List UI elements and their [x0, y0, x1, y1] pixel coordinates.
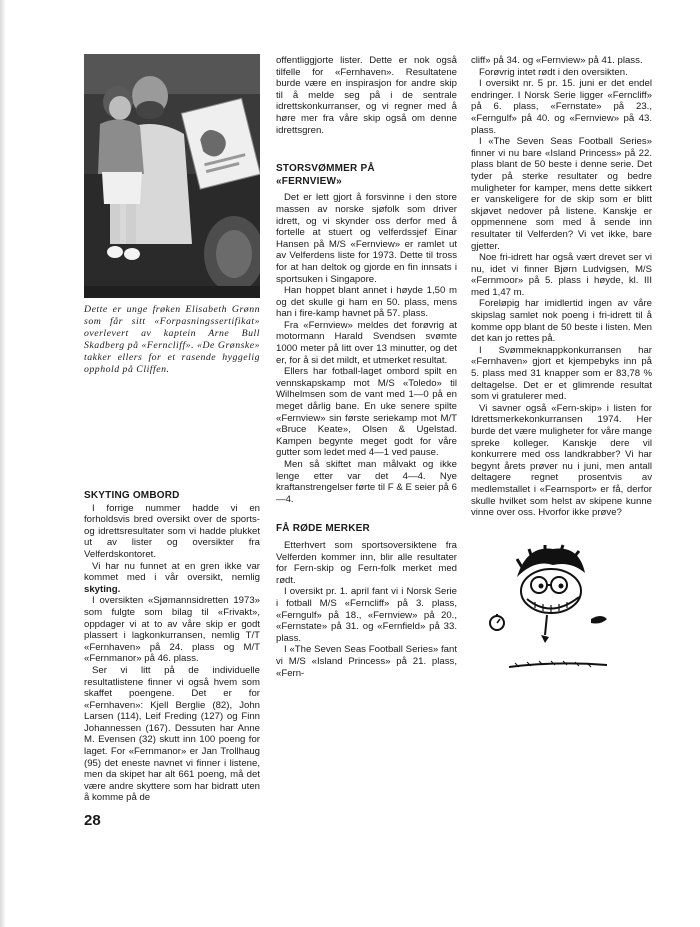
skyting-emphasis: skyting.: [84, 583, 121, 595]
page-number: 28: [84, 812, 101, 829]
heading-storsvommer-line-2: «FERNVIEW»: [276, 175, 342, 187]
column-3-paragraph-2: I oversikt nr. 5 pr. 15. juni er det endel endringer. I Norsk Serie ligger «Ferncliff» på 6. plass, «Fernstate» på 23., «Ferngulf» på 40. og «Fernview» på 43. plass.: [471, 78, 652, 136]
column-3-paragraph-0: cliff» på 34. og «Fernview» på 41. plass.: [471, 55, 643, 66]
skyting-paragraph-3: I oversikten «Sjømannsidretten 1973» som fulgte som bilag til «Frivakt», oppdager vi at to av våre skip er godt plassert i lagkonkurransen, nemlig T/T «Fernhaven» på 24. plass og M/T «Fernmanor» på 46. plass.: [84, 595, 260, 665]
column-3-paragraph-7: Vi savner også «Fern-skip» i listen for Idrettsmerkekonkurransen 1974. Her burde det være muligheter for våre mange spreke kolleger. Kanskje dere vil konkurrere med oss landkrabber? Vi har begynt årets prøver nu i juni, men antall deltagere regnet prosentvis av medlemstallet i «Fearnsport» er få, derfor skulle hvilket som helst av skipene kunne vinne over oss. Hvorfor ikke prøve?: [471, 402, 652, 519]
photo-caption: Dette er unge frøken Elisabeth Grønn som får sitt «Forpasningssertifikat» overlevert av kaptein Arne Bull Skadberg på «Ferncliff». «De Grønske» takker ellers for et rasende hyggelig opphold på Cliffen.: [84, 304, 260, 375]
column-3-paragraph-4: Noe fri-idrett har også vært drevet ser vi nu, idet vi finner Bjørn Ludvigsen, M/S «Fernmoor» på 5. plass i høyde, kl. III med 1,47 m.: [471, 252, 652, 298]
page-edge: [0, 0, 6, 927]
photo-image: [84, 54, 260, 298]
cartoon-sporty-figure-illustration: [487, 539, 627, 669]
fa-rode-merker-paragraph-1: Etterhvert som sportsoversiktene fra Velferden kommer inn, blir alle resultater for Fern-skip og Fern-folk merket med rødt.: [276, 539, 457, 586]
skyting-paragraph-2-text: Vi har nu funnet at en gren ikke var kommet med i vår oversikt, nemlig: [84, 560, 260, 584]
storsvommer-paragraph-1: Det er lett gjort å forsvinne i den store massen av norske sjøfolk som driver idrett, og vi skynder oss derfor med å fortelle at stuert og velferdssjef Einar Hansen på M/S «Fernview» er ramlet ut av Velferdens liste for 1973. Dette til tross for at han deltok og gjorde en fin innsats i sportsuken i Singapore.: [276, 192, 457, 285]
column-3-paragraph-3: I «The Seven Seas Football Series» finner vi nu bare «Island Princess» på 22. plass blant de 50 beste i denne serie. Det tyder på sterke resultater og bedre muligheter for kamper, mens dette sikkert er vanskeligere for de skip som er blitt skjøvet nedover på listene. Kanskje er oppmennene som med å sende inn resultater til Velferden? Vi vet ikke, bare gjetter.: [471, 136, 652, 252]
photo-father-and-child: [84, 54, 260, 298]
skyting-paragraph-2: [84, 561, 260, 596]
storsvommer-paragraph-5: Men så skiftet man målvakt og ikke lenge etter var det 4—4. Nye kraftanstrengelser førte til F & E seier på 6—4.: [276, 459, 457, 505]
heading-fa-rode-merker: FÅ RØDE MERKER: [276, 523, 370, 535]
column-2-intro: offentliggjorte lister. Dette er nok også tilfelle for «Fernhaven». Resultatene burde være en inspirasjon for andre skip til å melde seg på i de sentrale idrettskonkurranser, og vi regner med å høre mer fra våre skip også om denne idrettsgren.: [276, 55, 457, 136]
heading-skyting-ombord: SKYTING OMBORD: [84, 490, 180, 501]
column-3: [471, 55, 652, 672]
skyting-paragraph-4: Ser vi litt på de individuelle resultatlistene finner vi også hvem som skaffet poengene. Det er for «Fernhaven»: Kjell Berglie (82), John Larsen (114), Leif Freding (127) og Finn Johannessen (167). Dessuten har Anne M. Evensen (32) skutt inn 100 poeng for laget. For «Fernmanor» er Jan Trollhaug (95) det eneste navnet vi finner i listene, men da skipet har alt 661 poeng, må det være andre skyttere som har bidratt uten å komme på de: [84, 664, 260, 804]
fa-rode-merker-paragraph-3: I «The Seven Seas Football Series» fant vi M/S «Island Princess» på 21. plass, «Fern-: [276, 644, 457, 679]
heading-storsvommer-line-1: STORSVØMMER PÅ: [276, 163, 375, 175]
column-3-paragraph-5: Foreløpig har imidlertid ingen av våre skipslag samlet nok poeng i fri-idrett til å komme opp blant de 50 beste i listen. Men det kan jo rettes på.: [471, 298, 652, 345]
storsvommer-paragraph-2: Han hoppet blant annet i høyde 1,50 m og det skulle gi ham en 50. plass, mens han i fire-kamp havnet på 57. plass.: [276, 285, 457, 320]
column-3-paragraph-6: I Svømmeknappkonkurransen har «Fernhaven» gjort et kjempebyks inn på 5. plass med 31 knapper som er 83,78 % deltagelse. Det er et glimrende resultat som vi gratulerer med.: [471, 344, 652, 403]
fa-rode-merker-paragraph-2: I oversikt pr. 1. april fant vi i Norsk Serie i fotball M/S «Ferncliff» på 3. plass, «Ferngulf» på 18., «Fernview» på 20., «Fernstate» på 31. og «Fernfield» på 33. plass.: [276, 586, 457, 644]
column-2: [276, 55, 457, 679]
column-3-paragraph-1: Forøvrig intet rødt i den oversikten.: [479, 66, 628, 78]
storsvommer-paragraph-3: Fra «Fernview» meldes det forøvrig at motormann Harald Svendsen svømte 1000 meter på litt over 13 minutter, og det er, for å si det mildt, et utmerket resultat.: [276, 319, 457, 366]
storsvommer-paragraph-4: Ellers har fotball-laget ombord spilt en vennskapskamp mot M/S «Toledo» til Wilhelmsen som de vant med 1—0 på en meget dårlig bane. En uke senere spilte «Fernview» sin første seriekamp mot M/T «Bruce Keate», Olsen & Ugelstad. Kampen begynte meget godt for våre gutter som ledet med 4—1 ved pause.: [276, 366, 457, 459]
skyting-paragraph-1: I forrige nummer hadde vi en forholdsvis bred oversikt over de sports- og idrettsresultater som vi hadde plukket ut av lister og oversikter fra Velferdskontoret.: [84, 502, 260, 560]
column-1: [84, 54, 260, 804]
